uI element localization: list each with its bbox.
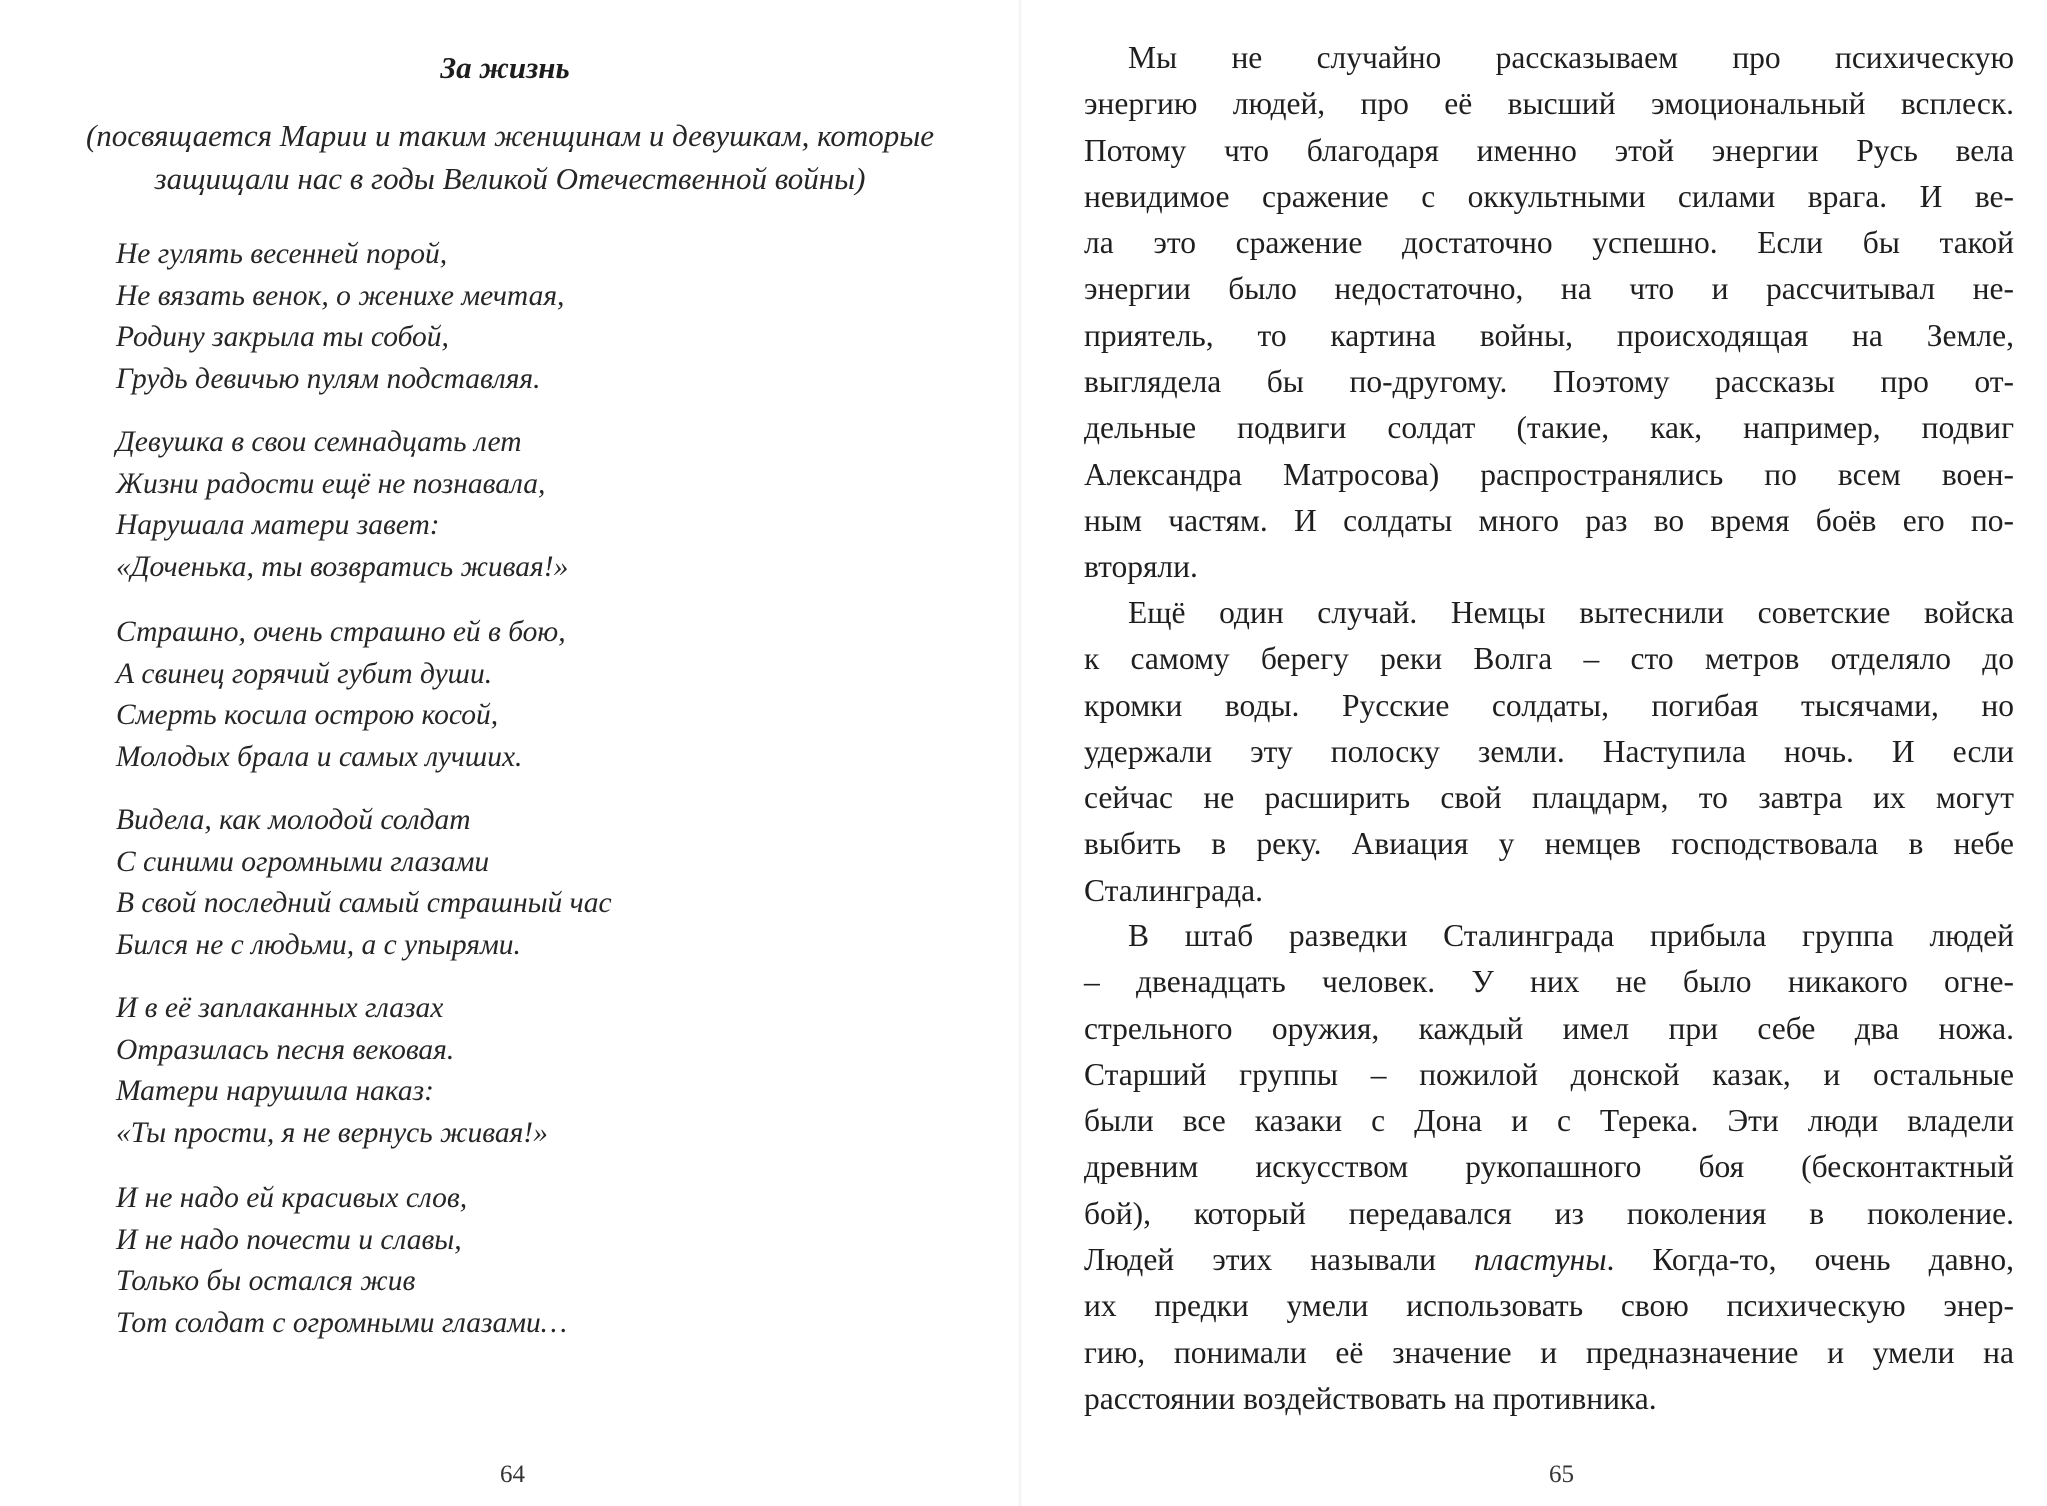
poem-line: С синими огромными глазами [116,845,490,878]
poem-line: «Доченька, ты возвратись живая!» [116,550,569,583]
text-line-with-emphasis [1084,1237,2014,1283]
text-line: кромки воды. Русские солдаты, погибая тысячами, но [1084,687,2014,723]
poem-line: Смерть косила острою косой, [116,699,499,731]
poem-line: И в её заплаканных глазах [116,992,444,1024]
poem-line: Видела, как молодой солдат [116,804,471,836]
text-line: вторяли. [1084,549,1198,585]
text-line: их предки умели использовать свою психическую энер- [1084,1288,2014,1324]
text-line: к самому берегу реки Волга – сто метров отделяло до [1084,641,2014,677]
text-line: Ещё один случай. Немцы вытеснили советские войска [1128,595,2014,630]
text-line: дельные подвиги солдат (такие, как, например, подвиг [1084,410,2014,446]
poem-stanza [116,800,936,966]
text-line: были все казаки с Дона и с Терека. Эти люди владели [1084,1103,2014,1139]
paragraph [1084,913,2014,1422]
poem-line: Страшно, очень страшно ей в бою, [116,616,566,648]
text-line: – двенадцать человек. У них не было никакого огне- [1084,964,2014,1000]
right-page [1020,0,2047,1506]
text-line: древним искусством рукопашного боя (бесконтактный [1084,1149,2014,1185]
poem-stanza [116,612,936,778]
poem-line: Девушка в свои семнадцать лет [116,426,522,458]
poem-title: За жизнь [440,50,570,85]
poem-stanza [116,234,936,400]
poem-stanza [116,988,936,1154]
poem-line: Грудь девичью пулям подставляя. [116,362,541,395]
text-line: стрельного оружия, каждый имел при себе два ножа. [1084,1010,2014,1046]
text-line: расстоянии воздействовать на противника. [1084,1380,1657,1416]
poem-line: Родину закрыла ты собой, [116,321,449,353]
text-line: Старший группы – пожилой донской казак, и остальные [1084,1056,2014,1092]
text-line: выглядела бы по-другому. Поэтому рассказы про от- [1084,364,2014,400]
poem-stanza [116,1178,936,1344]
text-line: Сталинграда. [1084,872,1263,908]
left-page [0,0,1020,1506]
poem-line: В свой последний самый страшный час [116,887,612,919]
poem-line: И не надо почести и славы, [116,1223,462,1256]
text-line: выбить в реку. Авиация у немцев господствовала в небе [1084,826,2014,862]
poem-line: Молодых брала и самых лучших. [116,740,523,773]
poem-line: Жизни радости ещё не познавала, [116,467,546,500]
text-line: гию, понимали её значение и предназначение и умели на [1084,1334,2014,1370]
poem-line: И не надо ей красивых слов, [116,1182,468,1214]
page-number: 64 [500,1461,525,1488]
poem-dedication [40,114,980,200]
text-line: приятель, то картина войны, происходящая на Земле, [1084,317,2014,353]
poem-stanza [116,422,936,588]
page-number: 65 [1549,1461,1574,1488]
text-line: В штаб разведки Сталинграда прибыла группа людей [1128,918,2014,953]
dedication-line: (посвящается Марии и таким женщинам и девушкам, которые [85,118,935,153]
text-line: ным частям. И солдаты много раз во время боёв его по- [1084,502,2014,538]
text-line: удержали эту полоску земли. Наступила ночь. И если [1084,733,2014,769]
poem-line: Нарушала матери завет: [116,509,440,541]
text-line: энергии было недостаточно, на что и рассчитывал не- [1084,271,2014,307]
poem-line: Только бы остался жив [116,1265,416,1297]
text-fragment: Людей этих называли [1084,1242,1475,1278]
text-line: энергию людей, про её высший эмоциональный всплеск. [1084,86,2014,122]
poem-line: «Ты прости, я не вернусь живая!» [116,1116,548,1149]
text-line: Мы не случайно рассказываем про психическую [1128,40,2014,75]
dedication-line: защищали нас в годы Великой Отечественной войны) [154,161,866,196]
poem-line: Бился не с людьми, а с упырями. [116,928,521,961]
text-line: ла это сражение достаточно успешно. Если бы такой [1084,225,2014,261]
poem-line: Тот солдат с огромными глазами… [116,1306,568,1339]
text-line: Потому что благодаря именно этой энергии Русь вела [1084,132,2014,168]
poem-line: Отразилась песня вековая. [116,1033,455,1066]
text-line: бой), который передавался из поколения в поколение. [1084,1195,2014,1231]
emphasized-term: пластуны [1474,1242,1607,1278]
poem-line: Матери нарушила наказ: [116,1075,434,1107]
text-fragment: . Когда-то, очень давно, [1606,1242,2014,1278]
text-line: невидимое сражение с оккультными силами врага. И ве- [1084,178,2014,214]
text-line: сейчас не расширить свой плацдарм, то завтра их могут [1084,780,2014,816]
paragraph [1084,590,2014,914]
paragraph [1084,35,2014,591]
poem-line: Не гулять весенней порой, [116,238,448,270]
poem-line: А свинец горячий губит души. [116,657,493,690]
poem-line: Не вязать венок, о женихе мечтая, [116,279,565,312]
text-line: Александра Матросова) распространялись по всем воен- [1084,456,2014,492]
